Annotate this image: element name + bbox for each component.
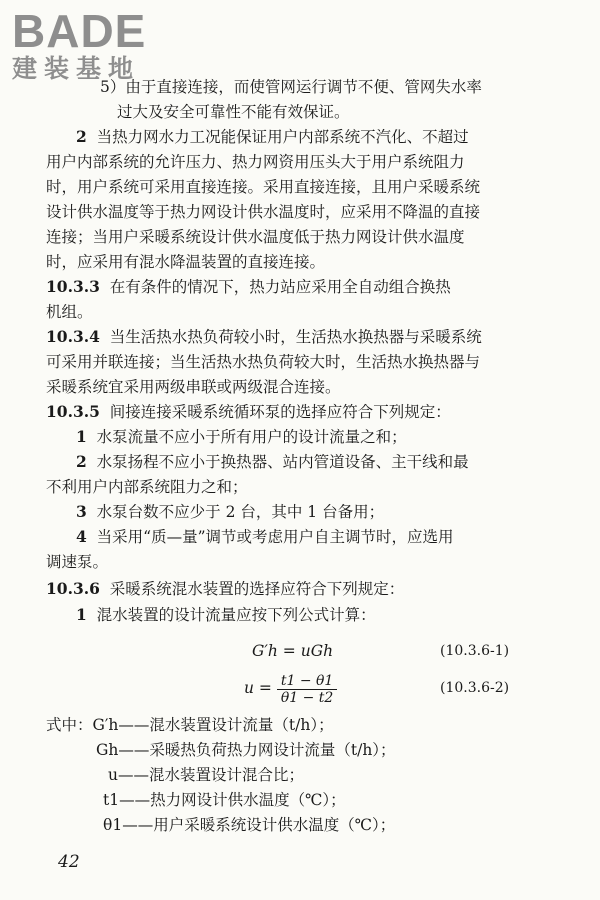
item-number: 1: [76, 605, 87, 624]
page-number: 42: [58, 852, 80, 872]
item-number: 2: [76, 127, 87, 146]
text-line: 水泵流量不应小于所有用户的设计流量之和；: [96, 428, 407, 446]
text-line: 间接连接采暖系统循环泵的选择应符合下列规定：: [109, 403, 451, 421]
logo-subtitle: 建装基地: [12, 54, 141, 83]
fraction: [277, 673, 338, 706]
definition-line: 式中：G′h——混水装置设计流量（t/h）；: [46, 716, 334, 734]
text-line: 调速泵。: [46, 553, 109, 571]
list-item: [76, 501, 384, 523]
text-line: 连接；当用户采暖系统设计供水温度低于热力网设计供水温度: [46, 228, 465, 246]
text-line: 在有条件的情况下，热力站应采用全自动组合换热: [109, 278, 451, 296]
formula-number: (10.3.6-1): [440, 643, 510, 659]
text-line: 时，用户系统可采用直接连接。采用直接连接，且用户采暖系统: [46, 178, 481, 196]
text-line: 机组。: [46, 303, 93, 321]
logo-wordmark: BADE: [12, 5, 147, 57]
text-line: 混水装置的设计流量应按下列公式计算：: [96, 606, 376, 624]
list-item: [76, 426, 407, 448]
text-line: 设计供水温度等于热力网设计供水温度时，应采用不降温的直接: [46, 203, 481, 221]
text-line: 用户内部系统的允许压力、热力网资用压头大于用户系统阻力: [46, 153, 465, 171]
text-line: 过大及安全可靠性不能有效保证。: [117, 103, 350, 121]
list-item: [76, 526, 454, 548]
section-10-3-5: [46, 401, 451, 423]
section-number: 10.3.3: [46, 277, 100, 296]
item-number: 3: [76, 502, 87, 521]
definition-line: t1——热力网设计供水温度（℃）；: [103, 791, 346, 809]
text-line: 当采用“质—量”调节或考虑用户自主调节时，应选用: [96, 528, 454, 546]
text-line: 5）由于直接连接，而使管网运行调节不便、管网失水率: [100, 78, 482, 96]
section-10-3-3: [46, 276, 451, 298]
section-10-3-6: [46, 578, 404, 600]
item-number: 4: [76, 527, 87, 546]
section-number: 10.3.6: [46, 579, 100, 598]
text-line: 采暖系统混水装置的选择应符合下列规定：: [109, 580, 405, 598]
section-number: 10.3.5: [46, 402, 100, 421]
definition-line: u——混水装置设计混合比；: [108, 766, 304, 784]
text-line: 当生活热水热负荷较小时，生活热水换热器与采暖系统: [109, 328, 482, 346]
formula-lhs: u =: [244, 679, 272, 697]
text-line: 不利用户内部系统阻力之和；: [46, 478, 248, 496]
formula-number: (10.3.6-2): [440, 680, 510, 696]
item-number: 1: [76, 427, 87, 446]
list-item: [76, 451, 469, 473]
text-line: 可采用并联连接；当生活热水热负荷较大时，生活热水换热器与: [46, 353, 481, 371]
list-item: [76, 604, 376, 626]
definition-line: θ1——用户采暖系统设计供水温度（℃）；: [103, 816, 396, 834]
text-line: 水泵台数不应少于 2 台，其中 1 台备用；: [96, 503, 385, 521]
text-line: 水泵扬程不应小于换热器、站内管道设备、主干线和最: [96, 453, 469, 471]
text-line: 时，应采用有混水降温装置的直接连接。: [46, 253, 326, 271]
text-line: 当热力网水力工况能保证用户内部系统不汽化、不超过: [96, 128, 469, 146]
definition-line: Gh——采暖热负荷热力网设计流量（t/h）；: [96, 741, 396, 759]
denominator: θ1 − t2: [280, 689, 334, 706]
numerator: t1 − θ1: [277, 673, 338, 690]
formula-10-3-6-2: [244, 670, 337, 706]
section-number: 10.3.4: [46, 327, 100, 346]
brand-logo: [12, 6, 187, 84]
formula-10-3-6-1: G′h = uGh: [252, 642, 334, 660]
text-line: 采暖系统宜采用两级串联或两级混合连接。: [46, 378, 341, 396]
paragraph-item-2: [76, 126, 469, 148]
section-10-3-4: [46, 326, 482, 348]
item-number: 2: [76, 452, 87, 471]
